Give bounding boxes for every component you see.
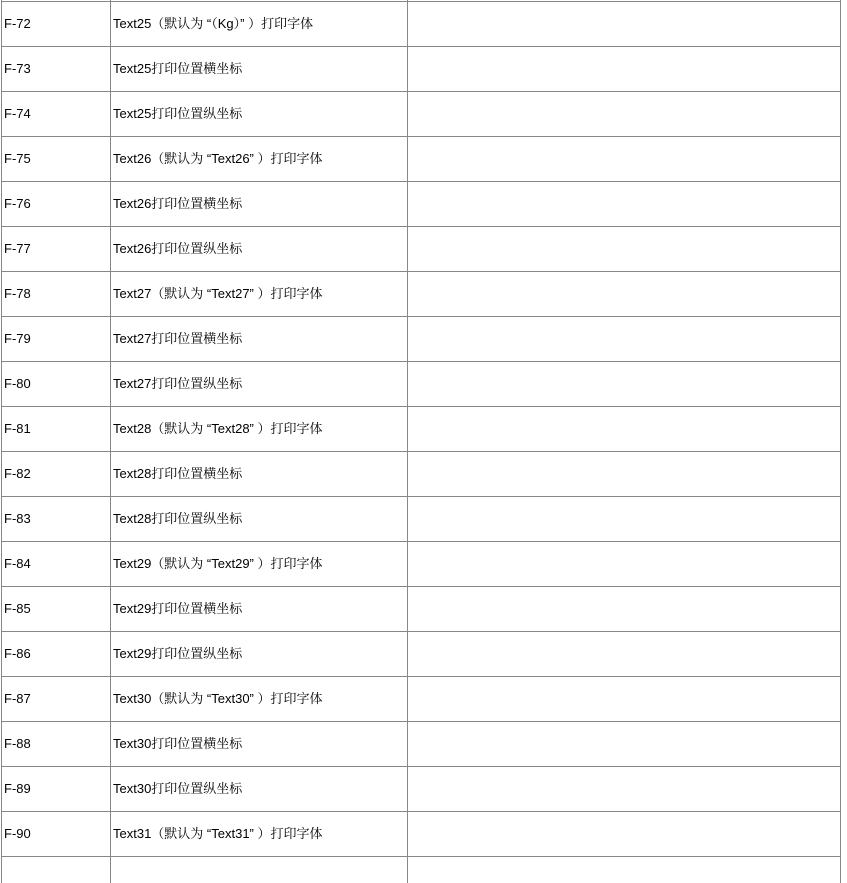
table-row [2,2,841,47]
row-value-cell [408,272,841,317]
row-desc-cell [111,857,408,883]
row-value-cell [408,812,841,857]
row-code-cell: F-81 [2,407,111,452]
row-code-cell: F-88 [2,722,111,767]
row-desc-cell: Text30打印位置纵坐标 [111,767,408,812]
spec-table [1,0,841,883]
row-desc-cell: Text27打印位置纵坐标 [111,362,408,407]
row-value-cell [408,317,841,362]
table-partial-bottom [2,857,841,883]
table-row [2,542,841,587]
row-code-cell: F-82 [2,452,111,497]
row-code-cell: F-90 [2,812,111,857]
row-desc-cell: Text25（默认为 “（Kg）” ）打印字体 [111,2,408,47]
row-code-cell: F-85 [2,587,111,632]
row-value-cell [408,92,841,137]
row-code-cell: F-76 [2,182,111,227]
row-value-cell [408,497,841,542]
row-value-cell [408,452,841,497]
table-row [2,632,841,677]
table-row [2,227,841,272]
row-value-cell [408,677,841,722]
row-value-cell [408,137,841,182]
row-desc-cell: Text30打印位置横坐标 [111,722,408,767]
row-desc-cell: Text27打印位置横坐标 [111,317,408,362]
table-row [2,587,841,632]
partial-row-bottom [2,857,841,883]
row-value-cell [408,227,841,272]
table-row [2,137,841,182]
row-code-cell: F-87 [2,677,111,722]
table-row [2,497,841,542]
row-value-cell [408,722,841,767]
row-desc-cell: Text28打印位置纵坐标 [111,497,408,542]
row-value-cell [408,857,841,883]
row-desc-cell: Text29（默认为 “Text29” ）打印字体 [111,542,408,587]
row-desc-cell: Text29打印位置纵坐标 [111,632,408,677]
table-row [2,362,841,407]
table-row [2,92,841,137]
row-value-cell [408,362,841,407]
table-data-body [2,2,841,857]
table-row [2,722,841,767]
row-code-cell: F-80 [2,362,111,407]
table-row [2,182,841,227]
row-desc-cell: Text25打印位置横坐标 [111,47,408,92]
row-value-cell [408,2,841,47]
table-row [2,407,841,452]
table-row [2,767,841,812]
row-code-cell: F-78 [2,272,111,317]
row-desc-cell: Text28（默认为 “Text28” ）打印字体 [111,407,408,452]
row-value-cell [408,632,841,677]
table-row [2,812,841,857]
table-row [2,47,841,92]
table-row [2,677,841,722]
row-value-cell [408,182,841,227]
row-code-cell [2,857,111,883]
row-code-cell: F-89 [2,767,111,812]
row-code-cell: F-83 [2,497,111,542]
row-code-cell: F-72 [2,2,111,47]
row-code-cell: F-86 [2,632,111,677]
row-desc-cell: Text26（默认为 “Text26” ）打印字体 [111,137,408,182]
row-desc-cell: Text29打印位置横坐标 [111,587,408,632]
row-code-cell: F-75 [2,137,111,182]
row-value-cell [408,542,841,587]
row-desc-cell: Text31（默认为 “Text31” ）打印字体 [111,812,408,857]
row-value-cell [408,47,841,92]
table-row [2,272,841,317]
row-desc-cell: Text26打印位置纵坐标 [111,227,408,272]
row-code-cell: F-77 [2,227,111,272]
row-value-cell [408,587,841,632]
row-value-cell [408,407,841,452]
table-row [2,317,841,362]
row-code-cell: F-79 [2,317,111,362]
table-row [2,452,841,497]
row-code-cell: F-74 [2,92,111,137]
row-desc-cell: Text27（默认为 “Text27” ）打印字体 [111,272,408,317]
row-desc-cell: Text28打印位置横坐标 [111,452,408,497]
row-desc-cell: Text30（默认为 “Text30” ）打印字体 [111,677,408,722]
row-value-cell [408,767,841,812]
row-code-cell: F-73 [2,47,111,92]
row-desc-cell: Text25打印位置纵坐标 [111,92,408,137]
row-desc-cell: Text26打印位置横坐标 [111,182,408,227]
row-code-cell: F-84 [2,542,111,587]
